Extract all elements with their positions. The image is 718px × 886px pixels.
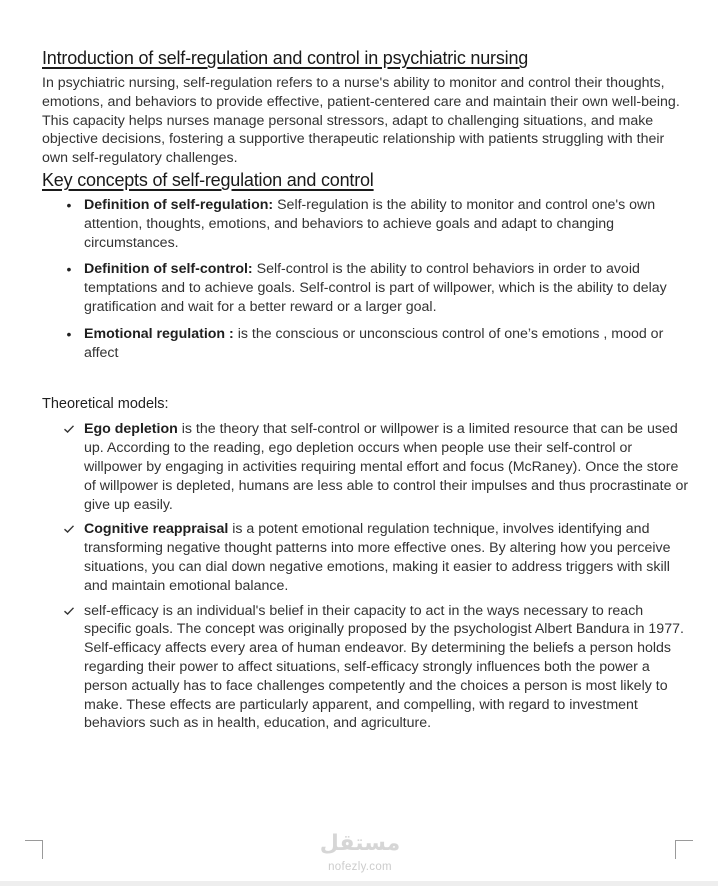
- bullet-icon: •: [66, 261, 72, 278]
- document-content: [42, 46, 692, 739]
- term-description: is a potent emotional regulation technique, involves identifying and transforming negative thought patterns into more effective ones. By altering how you perceive situations, you can dial down negative emotions, making it easier to address triggers with skill and maintain emotional balance.: [84, 521, 671, 594]
- intro-paragraph: In psychiatric nursing, self-regulation refers to a nurse's ability to monitor and control their thoughts, emotions, and behaviors to provide effective, patient-centered care and maintain their own well-being. This capacity helps nurses manage personal stressors, adapt to challenging situations, and make objective decisions, fostering a supportive therapeutic relationship with patients struggling with their own self-regulatory challenges.: [42, 75, 680, 167]
- checkmark-icon: [62, 604, 76, 618]
- term-description: self-efficacy is an individual's belief in their capacity to act in the ways necessary to reach specific goals. The concept was originally proposed by the psychologist Albert Bandura in 1977. Self-efficacy affects every area of human endeavor. By determining the beliefs a person holds regarding their power to affect situations, self-efficacy strongly influences both the power a person actually has to face challenges competently and the choices a person is most likely to make. These effects are particularly apparent, and compelling, with regard to investment behaviors such as in health, education, and agriculture.: [84, 602, 684, 732]
- list-item: [62, 520, 692, 595]
- list-item: [62, 325, 692, 363]
- key-concepts-list: [42, 196, 692, 362]
- checkmark-icon: [62, 522, 76, 536]
- theoretical-models-list: [42, 420, 692, 733]
- term-label: Ego depletion: [84, 421, 178, 438]
- watermark-url: nofezly.com: [328, 861, 392, 873]
- term-description: Self-regulation is the ability to monitor and control one's own attention, thoughts, emotions, and behaviors to achieve goals and adapt to changing circumstances.: [84, 196, 656, 251]
- bullet-icon: •: [66, 196, 72, 213]
- term-description: is the conscious or unconscious control of one’s emotions , mood or affect: [84, 325, 664, 361]
- list-item: [62, 196, 692, 252]
- term-label: Cognitive reappraisal: [84, 521, 229, 538]
- list-item: [62, 420, 692, 514]
- theoretical-models-section: [42, 394, 692, 733]
- key-concepts-heading: Key concepts of self-regulation and control: [42, 169, 374, 190]
- checkmark-icon: [62, 422, 76, 436]
- intro-section: [42, 46, 692, 168]
- theoretical-models-heading: Theoretical models:: [42, 396, 169, 413]
- term-label: Emotional regulation :: [84, 325, 234, 342]
- list-item: [62, 260, 692, 316]
- key-concepts-section: [42, 168, 692, 362]
- term-label: Definition of self-control:: [84, 261, 253, 278]
- page-corner-mark-left: [25, 840, 43, 859]
- term-description: is the theory that self-control or willpower is a limited resource that can be used up. According to the reading, ego depletion occurs when people use their self-control or willpower by engaging in activities requiring mental effort and focus (McRaney). Once the store of willpower is depleted, humans are less able to control their impulses and thus procrastinate or give up easily.: [84, 421, 689, 513]
- term-description: Self-control is the ability to control behaviors in order to avoid temptations and to achieve goals. Self-control is part of willpower, which is the ability to delay gratification and wait for a better reward or a larger goal.: [84, 261, 667, 315]
- term-label: Definition of self-regulation:: [84, 196, 274, 213]
- intro-heading: Introduction of self-regulation and control in psychiatric nursing: [42, 48, 529, 68]
- page-bottom-edge: [0, 881, 718, 886]
- page-corner-mark-right: [675, 840, 693, 859]
- watermark-logo: مستقل: [319, 831, 401, 856]
- bullet-icon: •: [66, 325, 72, 342]
- watermark: [312, 828, 408, 874]
- list-item: [62, 602, 692, 734]
